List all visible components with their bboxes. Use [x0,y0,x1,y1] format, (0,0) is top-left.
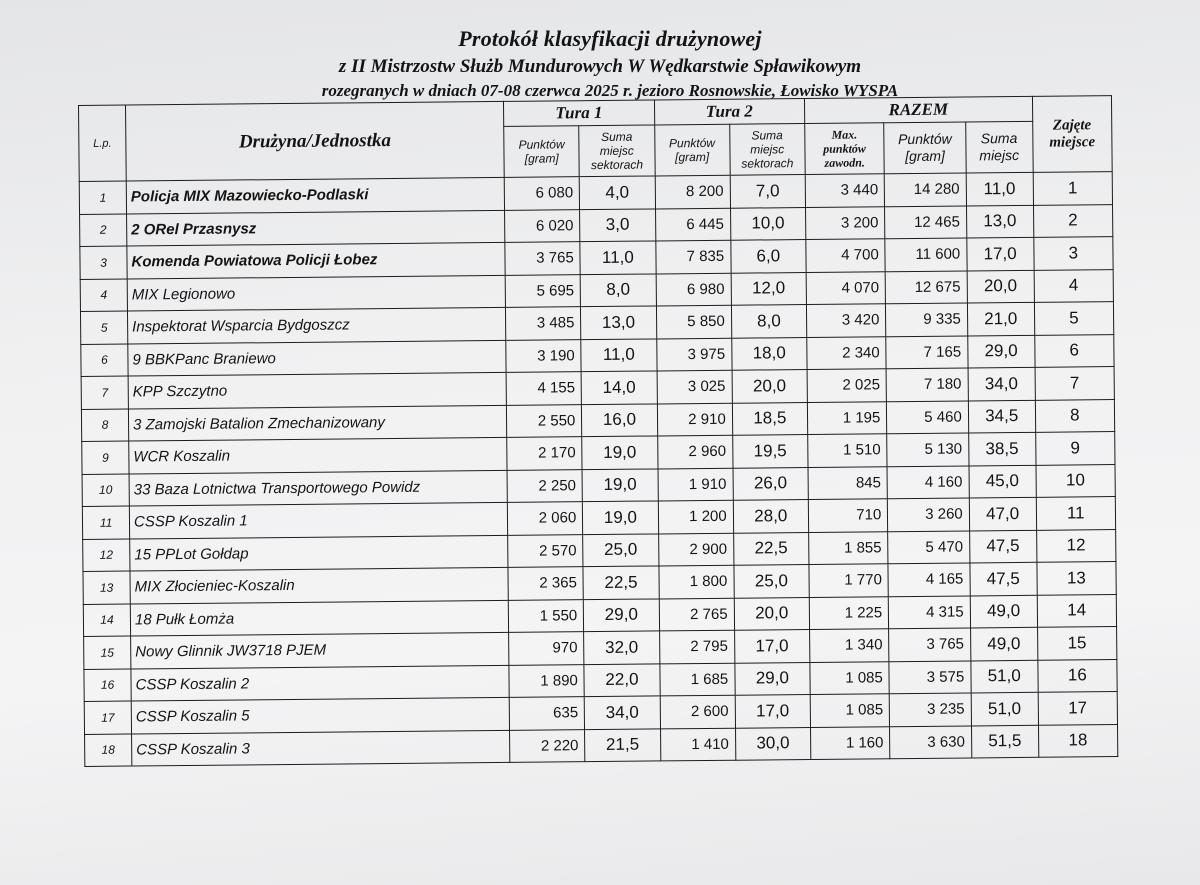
cell-tura2-sum: 26,0 [733,467,809,500]
cell-lp: 11 [82,506,129,539]
cell-tura2-sum: 28,0 [733,500,809,533]
cell-tura1-sum: 34,0 [584,696,660,729]
cell-tura1-sum: 8,0 [580,273,656,306]
cell-place: 11 [1036,497,1116,530]
cell-tura1-sum: 3,0 [580,208,656,241]
cell-tura1-points: 2 365 [508,567,584,600]
cell-place: 5 [1034,302,1114,335]
cell-total-points: 5 460 [887,400,969,433]
cell-place: 9 [1035,432,1115,465]
cell-max-points: 1 855 [809,531,889,564]
cell-place: 3 [1033,237,1113,270]
cell-lp: 13 [83,571,130,604]
cell-total-points: 11 600 [885,238,967,271]
cell-total-sum: 11,0 [966,172,1033,205]
cell-tura1-points: 1 890 [509,664,585,697]
cell-max-points: 1 195 [807,401,887,434]
cell-tura1-sum: 22,5 [583,566,659,599]
cell-total-points: 12 465 [885,205,967,238]
cell-max-points: 2 025 [807,369,887,402]
cell-team: 2 ORel Przasnysz [127,210,505,246]
cell-tura1-sum: 14,0 [581,371,657,404]
cell-tura1-sum: 4,0 [580,176,656,209]
cell-tura1-points: 2 060 [507,502,583,535]
cell-lp: 5 [80,311,127,344]
cell-lp: 2 [80,214,127,247]
cell-lp: 8 [81,409,128,442]
cell-team: MIX Legionowo [127,275,505,311]
document-title: Protokół klasyfikacji drużynowej [458,26,762,51]
cell-max-points: 3 440 [805,174,885,207]
cell-place: 10 [1036,464,1116,497]
cell-tura2-points: 6 980 [656,273,732,306]
cell-place: 15 [1037,627,1117,660]
cell-total-points: 7 165 [886,335,968,368]
cell-tura1-points: 635 [509,697,585,730]
cell-team: CSSP Koszalin 2 [131,665,509,701]
cell-place: 7 [1035,367,1115,400]
cell-tura2-sum: 17,0 [734,630,810,663]
cell-place: 16 [1037,659,1117,692]
cell-team: Nowy Glinnik JW3718 PJEM [131,632,509,668]
cell-tura1-sum: 11,0 [580,241,656,274]
cell-tura1-points: 970 [509,632,585,665]
cell-total-sum: 51,0 [971,660,1038,693]
cell-tura1-points: 6 080 [504,177,580,210]
cell-team: KPP Szczytno [128,372,506,408]
cell-tura2-points: 2 900 [658,533,734,566]
cell-max-points: 1 085 [810,661,890,694]
cell-lp: 10 [82,474,129,507]
header-t1-sum: Suma miejsc sektorach [579,125,655,177]
header-lp: L.p. [79,105,127,181]
cell-team: Inspektorat Wsparcia Bydgoszcz [127,307,505,343]
cell-total-points: 4 315 [889,595,971,628]
cell-max-points: 710 [808,499,888,532]
cell-team: 9 BBKPanc Braniewo [128,340,506,376]
cell-tura1-points: 2 250 [507,469,583,502]
cell-lp: 6 [81,344,128,377]
cell-tura2-points: 6 445 [655,208,731,241]
cell-total-sum: 17,0 [967,237,1034,270]
cell-tura1-sum: 22,0 [584,663,660,696]
cell-tura2-points: 1 800 [658,565,734,598]
cell-place: 18 [1038,724,1118,757]
cell-tura2-sum: 7,0 [730,175,806,208]
cell-tura2-points: 2 765 [659,598,735,631]
cell-team: WCR Koszalin [129,437,507,473]
cell-tura2-sum: 17,0 [735,694,811,727]
cell-total-points: 4 160 [887,465,969,498]
cell-total-points: 3 630 [890,725,972,758]
cell-max-points: 4 700 [806,239,886,272]
cell-tura2-sum: 30,0 [735,727,811,760]
cell-total-points: 3 260 [888,498,970,531]
cell-tura1-sum: 25,0 [583,533,659,566]
cell-place: 12 [1036,529,1116,562]
cell-tura2-points: 2 960 [657,435,733,468]
cell-tura1-sum: 29,0 [584,598,660,631]
cell-team: MIX Złocieniec-Koszalin [130,567,508,603]
cell-tura1-points: 1 550 [508,599,584,632]
cell-tura1-points: 2 570 [508,534,584,567]
cell-lp: 18 [85,734,132,767]
cell-team: 18 Pułk Łomża [130,600,508,636]
header-team: Drużyna/Jednostka [126,101,505,181]
cell-total-sum: 20,0 [967,270,1034,303]
cell-total-sum: 34,5 [968,400,1035,433]
cell-tura2-sum: 8,0 [731,305,807,338]
cell-tura1-sum: 16,0 [582,403,658,436]
cell-tura1-sum: 13,0 [581,306,657,339]
cell-total-points: 3 575 [889,660,971,693]
cell-tura1-points: 6 020 [505,209,581,242]
cell-tura1-sum: 19,0 [582,436,658,469]
cell-place: 13 [1037,562,1117,595]
cell-tura2-sum: 12,0 [731,272,807,305]
cell-total-points: 3 765 [889,628,971,661]
cell-team: Komenda Powiatowa Policji Łobez [127,242,505,278]
cell-total-sum: 49,0 [970,627,1037,660]
cell-tura2-sum: 6,0 [731,240,807,273]
cell-team: 33 Baza Lotnictwa Transportowego Powidz [129,470,507,506]
cell-total-points: 5 470 [888,530,970,563]
header-t1-points: Punktów [gram] [504,126,580,178]
cell-lp: 17 [84,701,131,734]
cell-total-sum: 47,5 [969,530,1036,563]
cell-tura1-points: 3 765 [505,242,581,275]
cell-max-points: 845 [808,466,888,499]
cell-total-sum: 51,5 [971,725,1038,758]
cell-total-sum: 21,0 [967,302,1034,335]
cell-total-points: 7 180 [886,368,968,401]
cell-tura2-points: 1 685 [659,663,735,696]
cell-tura1-points: 5 695 [505,274,581,307]
cell-tura1-sum: 32,0 [584,631,660,664]
cell-tura2-points: 3 025 [657,370,733,403]
cell-tura2-points: 7 835 [655,240,731,273]
cell-team: 3 Zamojski Batalion Zmechanizowany [128,405,506,441]
cell-place: 2 [1033,204,1113,237]
cell-total-sum: 47,5 [970,562,1037,595]
header-tura-2: Tura 2 [654,99,805,125]
cell-lp: 15 [84,636,131,669]
header-t2-points: Punktów [gram] [654,124,730,176]
cell-place: 14 [1037,594,1117,627]
cell-team: 15 PPLot Gołdap [130,535,508,571]
cell-total-points: 9 335 [886,303,968,336]
cell-lp: 3 [80,246,127,279]
cell-total-points: 12 675 [885,270,967,303]
cell-max-points: 2 340 [807,336,887,369]
cell-tura2-points: 2 910 [657,403,733,436]
cell-total-points: 14 280 [884,173,966,206]
header-razem: RAZEM [804,96,1032,123]
cell-tura1-sum: 11,0 [581,338,657,371]
cell-lp: 9 [82,441,129,474]
table-body [79,172,1118,767]
cell-lp: 12 [83,539,130,572]
cell-tura1-points: 3 190 [506,339,582,372]
cell-place: 8 [1035,399,1115,432]
cell-tura2-sum: 18,0 [731,337,807,370]
cell-tura2-sum: 22,5 [733,532,809,565]
header-max: Max. punktów zawodn. [805,123,885,175]
header-tura-1: Tura 1 [504,100,655,126]
cell-max-points: 1 510 [808,434,888,467]
cell-total-points: 3 235 [889,693,971,726]
cell-total-sum: 45,0 [969,465,1036,498]
header-total-points: Punktów [gram] [884,122,966,174]
cell-tura2-sum: 20,0 [734,597,810,630]
cell-place: 1 [1033,172,1113,205]
cell-tura2-sum: 18,5 [732,402,808,435]
cell-lp: 7 [81,376,128,409]
cell-max-points: 1 340 [809,629,889,662]
cell-team: CSSP Koszalin 5 [131,697,509,733]
cell-tura2-points: 8 200 [655,175,731,208]
cell-tura2-points: 5 850 [656,305,732,338]
cell-total-sum: 38,5 [968,432,1035,465]
classification-table [78,95,1118,767]
cell-tura2-sum: 29,0 [735,662,811,695]
cell-total-points: 5 130 [887,433,969,466]
cell-total-sum: 13,0 [966,205,1033,238]
cell-total-sum: 29,0 [968,335,1035,368]
cell-max-points: 1 225 [809,596,889,629]
cell-max-points: 1 770 [809,564,889,597]
cell-max-points: 3 420 [806,304,886,337]
cell-tura1-points: 2 550 [506,404,582,437]
cell-tura1-points: 2 220 [510,729,586,762]
cell-place: 17 [1038,692,1118,725]
cell-tura2-points: 1 200 [658,500,734,533]
cell-tura2-points: 2 795 [659,630,735,663]
cell-tura2-sum: 25,0 [734,565,810,598]
cell-team: CSSP Koszalin 1 [129,502,507,538]
cell-max-points: 1 085 [810,694,890,727]
header-place: Zajęte miejsce [1032,96,1112,173]
cell-tura2-points: 3 975 [656,338,732,371]
cell-team: CSSP Koszalin 3 [132,730,510,766]
cell-total-sum: 47,0 [969,497,1036,530]
cell-tura1-sum: 19,0 [583,501,659,534]
cell-tura1-sum: 19,0 [582,468,658,501]
cell-lp: 1 [79,181,126,214]
cell-tura1-points: 3 485 [506,307,582,340]
cell-max-points: 1 160 [810,726,890,759]
cell-lp: 14 [83,604,130,637]
cell-tura1-points: 4 155 [506,372,582,405]
document-subtitle: z II Mistrzostw Służb Mundurowych W Wędkarstwie Spławikowym [338,56,862,77]
document-details: rozegranych w dniach 07-08 czerwca 2025 r. jezioro Rosnowskie, Łowisko WYSPA [321,81,899,100]
header-total-sum: Suma miejsc [965,121,1032,173]
cell-total-sum: 49,0 [970,595,1037,628]
cell-total-sum: 51,0 [971,692,1038,725]
cell-max-points: 4 070 [806,271,886,304]
cell-tura1-points: 2 170 [507,437,583,470]
document-header [0,26,1200,101]
cell-total-sum: 34,0 [968,367,1035,400]
cell-max-points: 3 200 [805,206,885,239]
header-t2-sum: Suma miejsc sektorach [729,124,805,176]
cell-tura2-points: 2 600 [660,695,736,728]
cell-tura1-sum: 21,5 [585,728,661,761]
cell-tura2-sum: 20,0 [732,370,808,403]
cell-tura2-points: 1 410 [660,728,736,761]
cell-lp: 4 [80,279,127,312]
cell-place: 4 [1034,269,1114,302]
cell-team: Policja MIX Mazowiecko-Podlaski [126,177,504,213]
cell-tura2-sum: 19,5 [732,435,808,468]
cell-total-points: 4 165 [888,563,970,596]
cell-place: 6 [1034,334,1114,367]
cell-lp: 16 [84,669,131,702]
cell-tura2-sum: 10,0 [730,207,806,240]
cell-tura2-points: 1 910 [658,468,734,501]
